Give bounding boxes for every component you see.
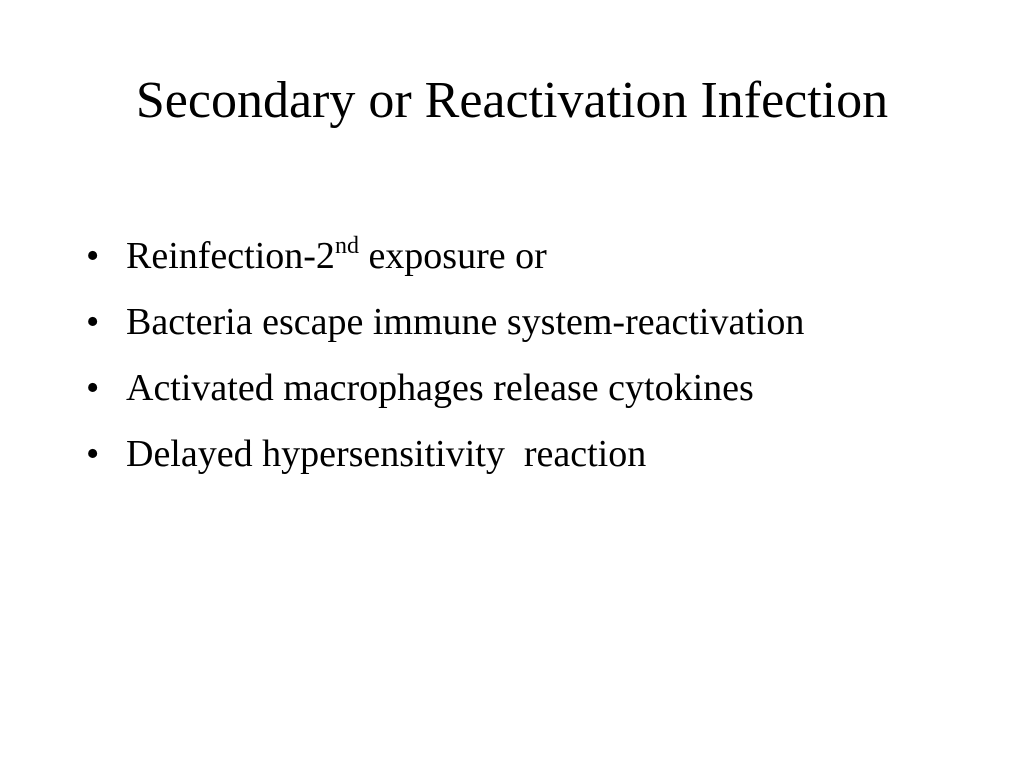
bullet-text-reinfection xyxy=(126,235,547,277)
bullet-marker: • xyxy=(86,367,100,409)
bullet-marker: • xyxy=(86,433,100,475)
bullet-item-delayed-hypersensitivity xyxy=(86,428,946,480)
bullet-list xyxy=(86,230,946,494)
slide-title: Secondary or Reactivation Infection xyxy=(135,72,889,129)
bullet-marker: • xyxy=(86,235,100,277)
bullet-text-delayed-hypersensitivity: Delayed hypersensitivity reaction xyxy=(126,433,647,475)
bullet-marker: • xyxy=(86,301,100,343)
bullet-text-bacteria-escape: Bacteria escape immune system-reactivation xyxy=(126,301,805,343)
bullet-item-activated-macrophages xyxy=(86,362,946,414)
bullet-item-bacteria-escape xyxy=(86,296,946,348)
bullet-text-suffix: exposure or xyxy=(358,235,547,277)
bullet-item-reinfection xyxy=(86,230,946,282)
ordinal-suffix: nd xyxy=(334,233,359,259)
bullet-text-activated-macrophages: Activated macrophages release cytokines xyxy=(126,367,754,409)
bullet-text-prefix: Reinfection-2 xyxy=(126,235,335,277)
